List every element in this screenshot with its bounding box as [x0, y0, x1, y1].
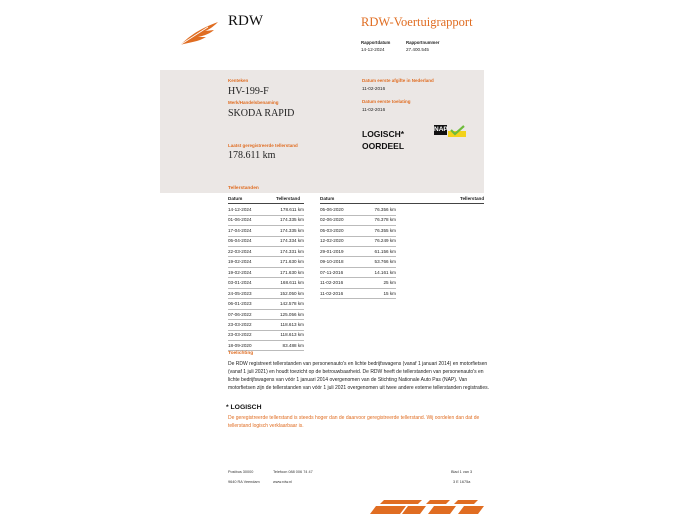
report-title: RDW-Voertuigrapport	[361, 15, 473, 29]
row-date: 12-02-2020	[320, 238, 344, 244]
row-date: 05-03-2020	[320, 227, 344, 233]
col-tellerstand-left: Tellerstand	[276, 196, 301, 201]
row-km: 168.611 km	[280, 280, 304, 286]
footer-plaats: 9640 RA Veendam	[228, 480, 260, 484]
logisch-title: * LOGISCH	[226, 404, 262, 411]
row-divider	[228, 246, 304, 247]
row-date: 02-06-2020	[320, 217, 344, 223]
row-date: 05-06-2020	[320, 207, 344, 212]
row-km: 25 km	[383, 280, 396, 286]
row-km: 76.356 km	[374, 207, 396, 212]
row-date: 19-02-2024	[228, 259, 252, 265]
row-divider	[320, 267, 396, 268]
table-header-rule-left	[228, 203, 304, 204]
row-divider	[228, 277, 304, 278]
row-km: 76.249 km	[374, 238, 396, 244]
report-page	[160, 0, 489, 514]
row-divider	[320, 246, 396, 247]
row-divider	[320, 288, 396, 289]
rapportdatum-label: Rapportdatum	[361, 40, 391, 45]
row-divider	[228, 340, 304, 341]
row-date: 11-02-2016	[320, 290, 344, 296]
row-date: 29-01-2019	[320, 248, 344, 254]
footer-telefoon: Telefoon 088 006 74 47	[273, 470, 313, 474]
row-date: 24-05-2023	[228, 290, 252, 296]
nap-check-icon	[448, 125, 466, 137]
eerste-toel-value: 11-02-2016	[362, 107, 386, 112]
row-divider	[320, 277, 396, 278]
footer-postbus: Postbus 30000	[228, 470, 254, 474]
col-datum-left: Datum	[228, 196, 243, 201]
row-km: 76.355 km	[374, 227, 396, 233]
row-date: 07-06-2022	[228, 311, 252, 317]
row-km: 53.766 km	[374, 259, 396, 265]
row-divider	[228, 215, 304, 216]
row-km: 152.050 km	[279, 290, 304, 296]
laatst-label: Laatst geregistreerde tellerstand	[228, 143, 298, 148]
footer-blad: Blad 1 van 3	[451, 470, 473, 474]
row-km: 142.578 km	[279, 301, 304, 307]
row-km: 171.630 km	[279, 269, 304, 275]
row-divider	[320, 236, 396, 237]
row-date: 19-02-2024	[228, 269, 252, 275]
row-divider	[228, 298, 304, 299]
logisch-text: De geregistreerde tellerstand is steeds hoger dan de daarvoor geregistreerde tellerstand. Wij oordelen dan dat de tellerstand logisch verklaarbaar is.	[228, 415, 480, 429]
row-km: 118.613 km	[280, 332, 304, 338]
row-divider	[228, 319, 304, 320]
row-km: 83.488 km	[282, 342, 304, 348]
row-date: 23-03-2022	[228, 321, 252, 327]
col-tellerstand-right: Tellerstand	[460, 196, 485, 201]
rapportdatum-value: 14-12-2024	[361, 47, 385, 52]
row-date: 09-10-2018	[320, 259, 344, 265]
row-date: 11-02-2016	[320, 280, 344, 286]
row-date: 23-03-2022	[228, 332, 252, 338]
tellerstanden-title: Tellerstanden	[228, 186, 259, 191]
oordeel-line2: OORDEEL	[362, 141, 405, 151]
eerste-nl-label: Datum eerste afgifte in Nederland	[362, 78, 434, 83]
eerste-toel-label: Datum eerste toelating	[362, 99, 411, 104]
footer-code: 3 E 1675a	[453, 480, 471, 484]
row-divider	[320, 215, 396, 216]
brand-name: RDW	[228, 13, 263, 29]
row-divider	[228, 309, 304, 310]
table-header-rule-right	[320, 203, 484, 204]
footer-website[interactable]: www.rdw.nl	[273, 480, 292, 484]
row-km: 15 km	[383, 290, 396, 296]
row-divider	[320, 256, 396, 257]
eerste-nl-value: 11-02-2016	[362, 86, 386, 91]
row-km: 61.156 km	[374, 248, 396, 254]
row-km: 118.613 km	[280, 321, 304, 327]
toelichting-title: Toelichting	[228, 351, 254, 356]
row-km: 171.630 km	[279, 259, 304, 265]
row-divider	[228, 267, 304, 268]
row-km: 174.334 km	[279, 238, 304, 244]
row-km: 76.378 km	[374, 217, 396, 223]
oordeel-line1: LOGISCH*	[362, 129, 405, 139]
row-km: 174.335 km	[279, 217, 304, 223]
row-date: 03-01-2024	[228, 280, 252, 286]
row-date: 05-04-2024	[228, 238, 252, 244]
merk-label: Merk/Handelsbenaming	[228, 100, 279, 105]
nap-logo	[434, 125, 466, 137]
row-date: 17-04-2024	[228, 227, 252, 233]
row-divider	[320, 298, 396, 299]
row-divider	[228, 288, 304, 289]
rdw-feather-logo-icon	[178, 18, 222, 48]
row-divider	[228, 225, 304, 226]
row-date: 01-06-2024	[228, 217, 252, 223]
oordeel-text	[362, 128, 404, 152]
row-date: 22-03-2024	[228, 248, 252, 254]
row-date: 14-12-2024	[228, 207, 252, 212]
row-divider	[228, 330, 304, 331]
kenteken-value: HV-199-F	[228, 86, 269, 97]
row-divider	[228, 236, 304, 237]
row-divider	[228, 256, 304, 257]
row-date: 07-11-2016	[320, 269, 344, 275]
row-km: 174.331 km	[279, 248, 304, 254]
row-date: 06-01-2023	[228, 301, 252, 307]
laatst-value: 178.611 km	[228, 150, 276, 161]
col-datum-right: Datum	[320, 196, 335, 201]
row-km: 178.611 km	[280, 207, 304, 212]
nap-label: NAP	[434, 126, 448, 133]
decorative-stripes	[366, 498, 484, 514]
merk-value: SKODA RAPID	[228, 108, 295, 119]
kenteken-label: Kenteken	[228, 78, 249, 83]
rapportnummer-value: 27.400.545	[406, 47, 429, 52]
row-km: 174.335 km	[279, 227, 304, 233]
row-km: 125.056 km	[279, 311, 304, 317]
row-divider	[320, 225, 396, 226]
row-km: 14.161 km	[374, 269, 396, 275]
rapportnummer-label: Rapportnummer	[406, 40, 440, 45]
row-date: 18-09-2020	[228, 342, 252, 348]
toelichting-text: De RDW registreert tellerstanden van personenauto's en lichte bedrijfswagens (vanaf 1 januari 2014) en motorfietsen (vanaf 1 juli 2021) en houdt toezicht op de betrouwbaarheid. De RDW heeft de tellerstanden van personenauto's en lichte bedrijfswagens van vóór 1 januari 2014 overgenomen van de Stichting Nationale Auto Pas (NAP). Van motorfietsen zijn de tellerstanden van vóór 1 juli 2021 overgenomen uit twee andere externe tellerstanden registraties.	[228, 361, 489, 391]
